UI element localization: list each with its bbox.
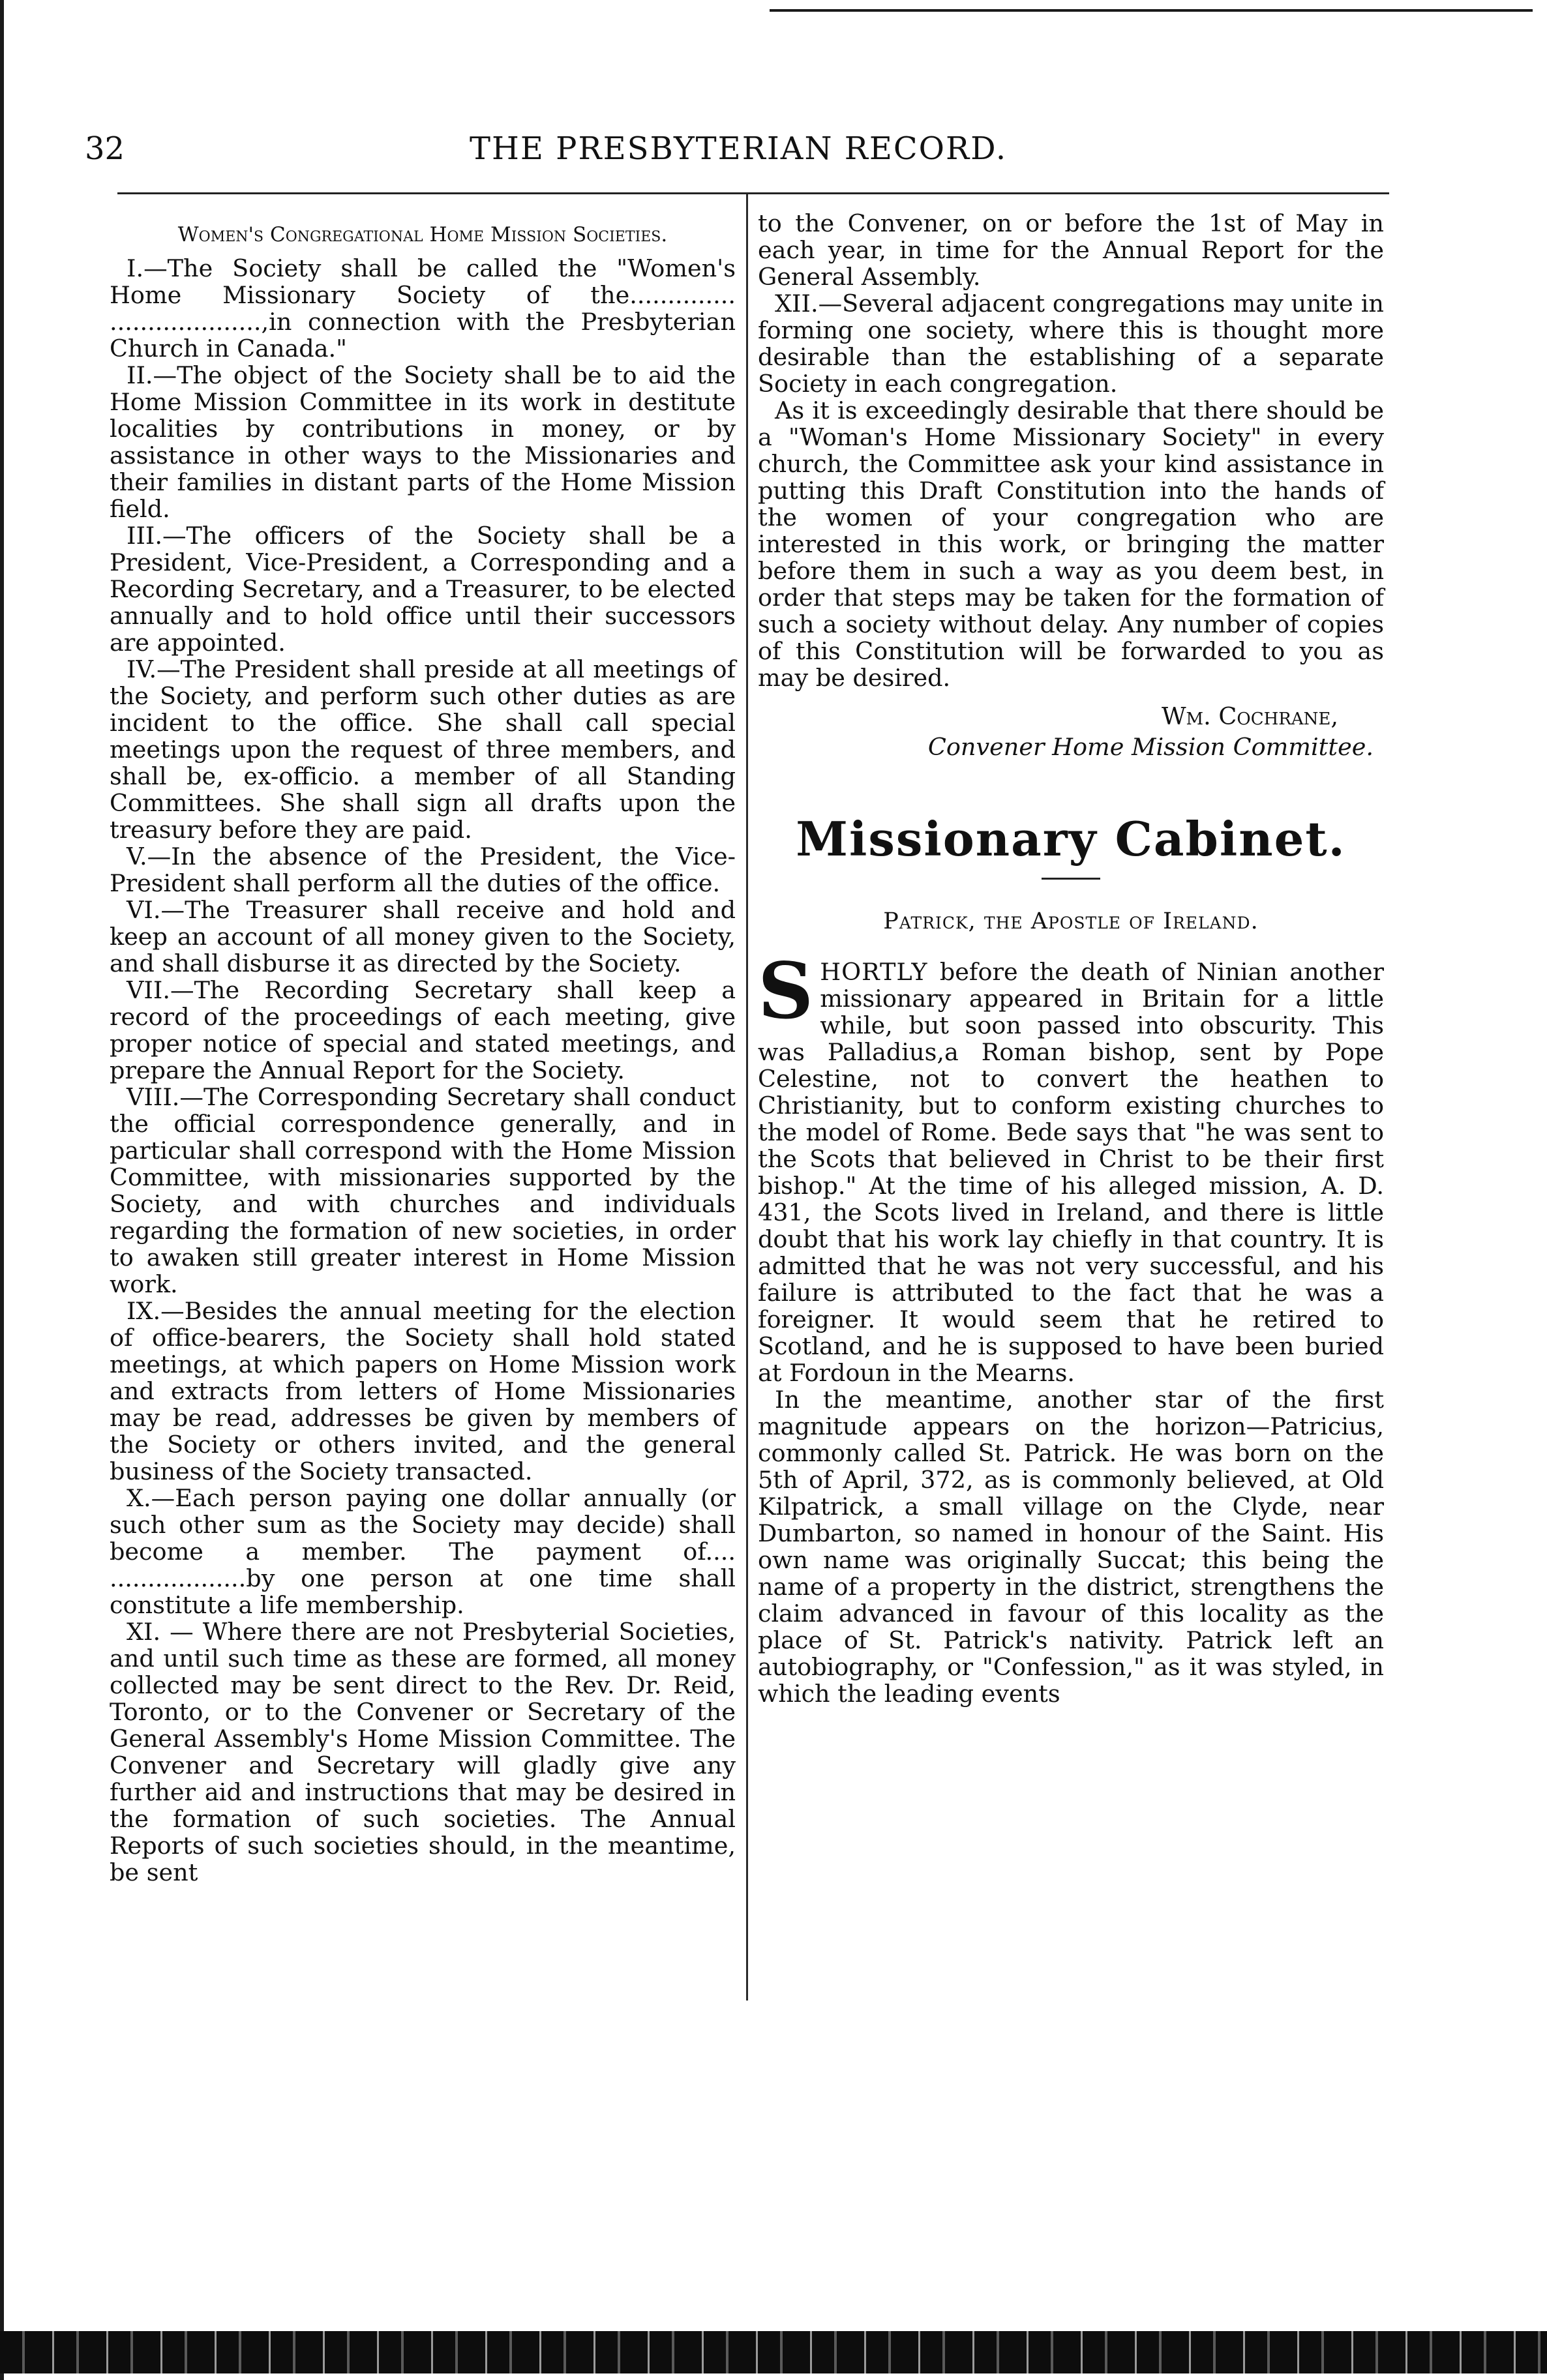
article-1: I.—The Society shall be called the "Women's Home Missionary Society of the.............. ....................,in connection with the Presbyterian Church in Canada." bbox=[110, 254, 736, 363]
signature-name: Wm. Cochrane, bbox=[1161, 702, 1338, 730]
header-rule bbox=[117, 192, 1389, 194]
opening-paragraph-text: before the death of Ninian another missionary appeared in Britain for a little while, but soon passed into obscurity. This was Palladius,a Roman bishop, sent by Pope Celestine, not to convert the heathen to Christianity, but to conform existing churches to the model of Rome. Bede says that "he was sent to the Scots that believed in Christ to be their first bishop." At the time of his alleged mission, A. D. 431, the Scots lived in Ireland, and there is little doubt that his work lay chiefly in that country. It is admitted that he was not very successful, and his failure is attributed to the fact that he was a foreigner. It would seem that he retired to Scotland, and he is supposed to have been buried at Fordoun in the Mearns. bbox=[758, 958, 1384, 1387]
page-header bbox=[0, 130, 1547, 176]
running-title: THE PRESBYTERIAN RECORD. bbox=[470, 130, 1008, 167]
top-rule bbox=[770, 9, 1533, 12]
section-heading: Women's Congregational Home Mission Societies. bbox=[177, 223, 668, 246]
page-edge bbox=[0, 0, 4, 2380]
department-title: Missionary Cabinet. bbox=[796, 811, 1346, 867]
article-2: II.—The object of the Society shall be to aid the Home Mission Committee in its work in destitute localities by contributions in money, or by assistance in other ways to the Missionaries and their families in distant parts of the Home Mission field. bbox=[110, 361, 736, 523]
article-5: V.—In the absence of the President, the Vice-President shall perform all the duties of the office. bbox=[110, 842, 736, 897]
page-number: 32 bbox=[85, 130, 125, 167]
article-6: VI.—The Treasurer shall receive and hold and keep an account of all money given to the Society, and shall disburse it as directed by the Society. bbox=[110, 896, 736, 977]
article-7: VII.—The Recording Secretary shall keep a record of the proceedings of each meeting, give proper notice of special and stated meetings, and prepare the Annual Report for the Society. bbox=[110, 976, 736, 1084]
column-divider bbox=[746, 194, 748, 2001]
article-11-continuation: to the Convener, on or before the 1st of May in each year, in time for the Annual Report for the General Assembly. bbox=[758, 209, 1384, 291]
left-column bbox=[110, 210, 736, 1886]
committee-appeal: As it is exceedingly desirable that there should be a "Woman's Home Missionary Society" in every church, the Committee ask your kind assistance in putting this Draft Constitution into the hands of the women of your congregation who are interested in this work, or bringing the matter before them in such a way as you deem best, in order that steps may be taken for the formation of such a society without delay. Any number of copies of this Constitution will be forwarded to you as may be desired. bbox=[758, 396, 1384, 692]
article-3: III.—The officers of the Society shall be a President, Vice-President, a Corresponding and a Recording Secretary, and a Treasurer, to be elected annually and to hold office until their successors are appointed. bbox=[110, 522, 736, 657]
article-8: VIII.—The Corresponding Secretary shall conduct the official correspondence generally, and in particular shall correspond with the Home Mission Committee, with missionaries supported by the Society, and with churches and individuals regarding the formation of new societies, in order to awaken still greater interest in Home Mission work. bbox=[110, 1083, 736, 1298]
title-rule bbox=[1042, 878, 1100, 880]
drop-cap: S bbox=[758, 945, 814, 1036]
article-heading: Patrick, the Apostle of Ireland. bbox=[883, 908, 1259, 934]
article-11: XI. — Where there are not Presbyterial Societies, and until such time as these are formed, all money collected may be sent direct to the Rev. Dr. Reid, Toronto, or to the Convener or Secretary of the General Assembly's Home Mission Committee. The Convener and Secretary will gladly give any further aid and instructions that may be desired in the formation of such societies. The Annual Reports of such societies should, in the meantime, be sent bbox=[110, 1618, 736, 1886]
article-12: XII.—Several adjacent congregations may unite in forming one society, where this is thought more desirable than the establishing of a separate Society in each congregation. bbox=[758, 290, 1384, 398]
signature-title: Convener Home Mission Committee. bbox=[927, 733, 1374, 761]
article-10: X.—Each person paying one dollar annually (or such other sum as the Society may decide) shall become a member. The payment of.... ..................by one person at one time shall constitute a life membership. bbox=[110, 1484, 736, 1619]
opening-paragraph bbox=[758, 945, 1384, 1387]
opening-word: HORTLY bbox=[820, 958, 928, 986]
article-9: IX.—Besides the annual meeting for the election of office-bearers, the Society shall hold stated meetings, at which papers on Home Mission work and extracts from letters of Home Missionaries may be read, addresses be given by members of the Society or others invited, and the general business of the Society transacted. bbox=[110, 1297, 736, 1485]
article-4: IV.—The President shall preside at all meetings of the Society, and perform such other duties as are incident to the office. She shall call special meetings upon the request of three members, and shall be, ex-officio. a member of all Standing Committees. She shall sign all drafts upon the treasury before they are paid. bbox=[110, 655, 736, 844]
right-column bbox=[758, 210, 1384, 1707]
bottom-scan-edge bbox=[0, 2331, 1547, 2373]
second-paragraph: In the meantime, another star of the first magnitude appears on the horizon—Patricius, commonly called St. Patrick. He was born on the 5th of April, 372, as is commonly believed, at Old Kilpatrick, a small village on the Clyde, near Dumbarton, so named in honour of the Saint. His own name was originally Succat; this being the name of a property in the district, strengthens the claim advanced in favour of this locality as the place of St. Patrick's nativity. Patrick left an autobiography, or "Confession," as it was styled, in which the leading events bbox=[758, 1386, 1384, 1708]
